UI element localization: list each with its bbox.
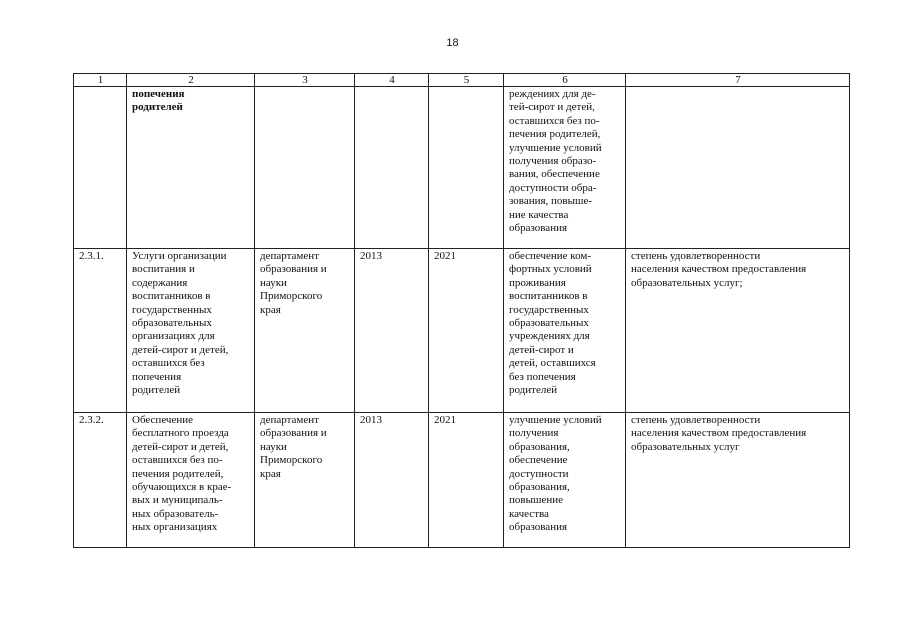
measure-name: Обеспечение бесплатного проезда детей-сирот и детей, оставшихся без по- печения родителей, обучающихся в крае- вых и муниципаль- ных образователь- ных организациях: [127, 413, 255, 548]
table-row: [74, 413, 850, 548]
header-col-1: 1: [74, 74, 127, 87]
header-col-7: 7: [626, 74, 850, 87]
header-row: [74, 74, 850, 87]
program-table: [73, 73, 850, 548]
expected-result: обеспечение ком- фортных условий проживания воспитанников в государственных образовательных учреждениях для детей-сирот и детей, оставшихся без попечения родителей: [504, 249, 626, 413]
executor: департамент образования и науки Приморского края: [255, 249, 355, 413]
end-year: 2021: [429, 413, 504, 548]
target-indicator: [626, 87, 850, 249]
header-col-4: 4: [355, 74, 429, 87]
expected-result: улучшение условий получения образования, обеспечение доступности образования, повышение качества образования: [504, 413, 626, 548]
start-year: 2013: [355, 249, 429, 413]
header-col-2: 2: [127, 74, 255, 87]
start-year: [355, 87, 429, 249]
executor: [255, 87, 355, 249]
expected-result: реждениях для де- тей-сирот и детей, оставшихся без по- печения родителей, улучшение условий получения образо- вания, обеспечение доступности обра- зования, повыше- ние качества образования: [504, 87, 626, 249]
end-year: [429, 87, 504, 249]
target-indicator: степень удовлетворенности населения качеством предоставления образовательных услуг: [626, 413, 850, 548]
header-col-6: 6: [504, 74, 626, 87]
header-col-3: 3: [255, 74, 355, 87]
row-number: 2.3.2.: [74, 413, 127, 548]
measure-name: попечения родителей: [127, 87, 255, 249]
row-number: [74, 87, 127, 249]
end-year: 2021: [429, 249, 504, 413]
measure-name: Услуги организации воспитания и содержания воспитанников в государственных образовательных организациях для детей-сирот и детей, оставшихся без попечения родителей: [127, 249, 255, 413]
table-row: [74, 249, 850, 413]
row-number: 2.3.1.: [74, 249, 127, 413]
executor: департамент образования и науки Приморского края: [255, 413, 355, 548]
header-col-5: 5: [429, 74, 504, 87]
table-row: [74, 87, 850, 249]
start-year: 2013: [355, 413, 429, 548]
page-number: 18: [446, 37, 459, 49]
target-indicator: степень удовлетворенности населения качеством предоставления образовательных услуг;: [626, 249, 850, 413]
